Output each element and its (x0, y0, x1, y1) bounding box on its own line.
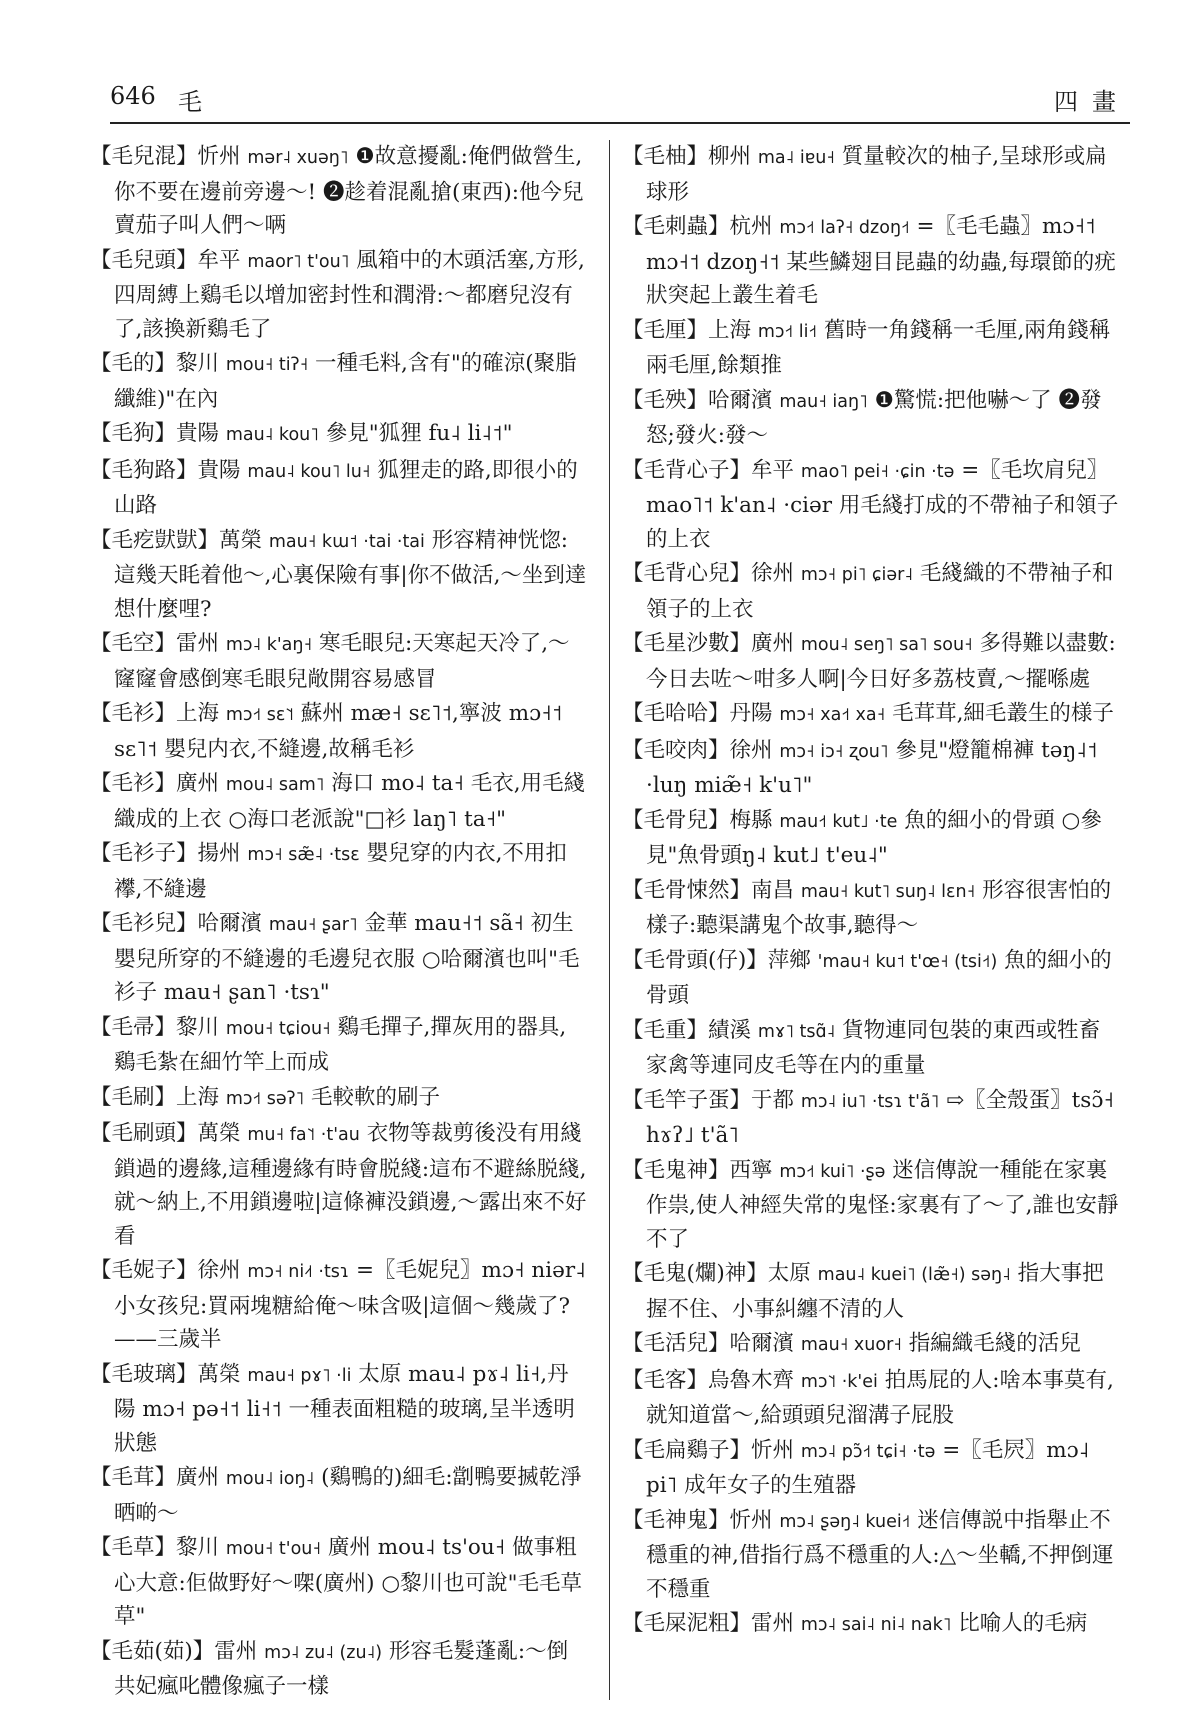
entry-definition: ❶驚慌:把他嚇～了 ❷發怒;發火:發～ (646, 387, 1102, 448)
entry-definition: 迷信傳說一種能在家裏作祟,使人神經失常的鬼怪:家裏有了～了,誰也安靜不了 (646, 1157, 1119, 1252)
entry-pronunciation: mɔ˧ pi˥ ɕiər˨ (800, 565, 913, 585)
entry-dialect-location: 梅縣 (729, 807, 773, 833)
entry-pronunciation: mɔ˧ xa˧˦ xa˧ (779, 705, 886, 725)
entry-headword: 【毛衫】 (90, 701, 177, 726)
dictionary-entry (90, 627, 587, 696)
entry-pronunciation: mau˧ kɯ˦ ·tai ·tai (268, 531, 425, 552)
entry-dialect-location: 貴陽 (176, 421, 220, 446)
entry-dialect-location: 萬榮 (197, 1121, 241, 1146)
entry-definition: ❶故意擾亂:俺們做營生,你不要在邊前旁邊～! ❷趁着混亂搶(東西):他今兒賣茄子叫人們～唡 (114, 144, 584, 238)
entry-headword: 【毛妮子】 (90, 1258, 198, 1283)
header-head-character: 毛 (178, 88, 202, 116)
entry-definition: 風箱中的木頭活塞,方形,四周縛上鷄毛以增加密封性和潤滑:～都磨兒沒有了,該換新鷄毛了 (114, 247, 585, 342)
entry-headword: 【毛活兒】 (622, 1331, 730, 1356)
entry-pronunciation: mɔ˨ ʂəŋ˨ kuei˧˦ (779, 1511, 911, 1532)
entry-dialect-location: 牟平 (751, 457, 795, 483)
entry-pronunciation: mau˧˦ kut˩ ·te (779, 811, 898, 832)
dictionary-entry (90, 1461, 587, 1530)
entry-dialect-location: 揚州 (197, 841, 241, 866)
entry-headword: 【毛刷頭】 (90, 1121, 198, 1146)
dictionary-entry (622, 1084, 1119, 1153)
entry-pronunciation: mɤ˥ tsɑ̃˨ (757, 1021, 836, 1042)
dictionary-entry (622, 314, 1119, 383)
entry-definition: 指大事把握不住、小事糾纏不清的人 (646, 1261, 1104, 1322)
entry-headword: 【毛衫子】 (90, 841, 198, 866)
entry-dialect-location: 廣州 (176, 1465, 220, 1490)
entry-definition: ⇨〖全殼蛋〗tsɔ̃˧ hɤʔ˩ t'ã˥ (646, 1087, 1114, 1148)
dictionary-entry (90, 1117, 587, 1253)
entry-headword: 【毛厘】 (622, 317, 709, 343)
entry-headword: 【毛鬼神】 (622, 1157, 730, 1183)
entry-dialect-location: 烏魯木齊 (708, 1367, 795, 1393)
entry-pronunciation: mau˧ pɤ˥ ·li (247, 1365, 352, 1386)
entry-definition: =〖毛坎肩兒〗mao˥˦ k'an˨ ·ciər 用毛綫打成的不帶袖子和領子的上衣 (646, 457, 1119, 552)
entry-dialect-location: 黎川 (176, 1535, 220, 1560)
entry-dialect-location: 忻州 (751, 1437, 795, 1463)
entry-headword: 【毛玻璃】 (90, 1361, 198, 1387)
entry-definition: 指編織毛綫的活兒 (908, 1331, 1081, 1356)
entry-dialect-location: 雷州 (176, 631, 220, 656)
entry-definition: 廣州 mou˨ ts'ou˧ 做事粗心大意:佢做野好～㗎(廣州) ○黎川也可說"毛毛草草" (114, 1535, 583, 1629)
dictionary-entry (622, 1434, 1119, 1503)
entry-headword: 【毛柚】 (622, 144, 709, 169)
dictionary-entry (90, 524, 587, 627)
entry-headword: 【毛殃】 (622, 387, 709, 413)
entry-headword: 【毛帚】 (90, 1014, 177, 1040)
entry-definition: 鷄毛撣子,撣灰用的器具,鷄毛紮在細竹竿上而成 (114, 1014, 567, 1075)
entry-pronunciation: mɔ˨ sai˨ ni˨ nak˥ (800, 1615, 952, 1635)
entry-dialect-location: 績溪 (708, 1017, 752, 1043)
entry-pronunciation: mɔ˧ sæ̃˨ ·tsɛ (247, 845, 360, 865)
page-number: 646 (110, 82, 156, 110)
entry-pronunciation: maor˥ t'ou˥ (247, 251, 350, 272)
entry-dialect-location: 上海 (176, 1084, 220, 1110)
dictionary-entry (90, 417, 587, 453)
dictionary-entry (90, 1635, 587, 1704)
entry-definition: 太原 mau˨ pɤ˨ li˧,丹陽 mɔ˧ pə˧˦ li˧˦ 一種表面粗糙的玻璃,呈半透明狀態 (114, 1361, 575, 1456)
entry-definition: 毛綫織的不帶袖子和領子的上衣 (646, 561, 1114, 622)
dictionary-entry (90, 1531, 587, 1634)
entry-pronunciation: mau˨ kou˥ (225, 425, 319, 445)
entry-dialect-location: 于都 (751, 1087, 795, 1113)
entry-headword: 【毛神鬼】 (622, 1507, 730, 1533)
entry-headword: 【毛茸】 (90, 1465, 177, 1490)
entry-headword: 【毛骨兒】 (622, 807, 730, 833)
entry-definition: 魚的細小的骨頭 (646, 947, 1112, 1008)
entry-pronunciation: mɔ˨ iu˥ ·tsɿ t'ã˥ (800, 1091, 940, 1112)
entry-dialect-location: 西寧 (729, 1157, 773, 1183)
entry-dialect-location: 黎川 (176, 1014, 220, 1040)
entry-pronunciation: mɔ˧˦ sɛ˥˦ (225, 705, 294, 725)
entry-dialect-location: 萬榮 (197, 1361, 241, 1387)
entry-pronunciation: mau˨ kou˥ lu˧ (247, 461, 371, 482)
entry-dialect-location: 雷州 (214, 1638, 258, 1664)
entry-headword: 【毛骨頭(仔)】 (622, 947, 768, 973)
entry-headword: 【毛客】 (622, 1367, 709, 1393)
dictionary-entry (90, 1358, 587, 1461)
entry-definition: 舊時一角錢稱一毛厘,兩角錢稱兩毛厘,餘類推 (646, 317, 1111, 378)
entry-pronunciation: mao˥ pei˧ ·ɕin ·tə (800, 461, 955, 482)
entry-definition: 多得難以盡數:今日去咗～咁多人啊|今日好多荔枝賣,～擺喺處 (646, 631, 1116, 692)
dictionary-entry (622, 1014, 1119, 1083)
entry-dialect-location: 柳州 (708, 144, 752, 169)
entry-dialect-location: 忻州 (197, 144, 241, 169)
dictionary-entry (90, 1081, 587, 1117)
entry-headword: 【毛背心兒】 (622, 561, 752, 586)
entry-headword: 【毛衫】 (90, 771, 177, 796)
entry-dialect-location: 萍鄉 (767, 947, 811, 973)
entry-headword: 【毛骨悚然】 (622, 877, 752, 903)
page-header (110, 82, 1130, 118)
entry-pronunciation: mɔ˧ ni˨˦ ·tsɿ (247, 1262, 350, 1282)
entry-dialect-location: 雷州 (751, 1611, 795, 1636)
entry-pronunciation: mu˧ fa˥˦ ·t'au (247, 1125, 360, 1145)
entry-definition: 一種毛料,含有"的確涼(聚脂纖維)"在內 (114, 351, 577, 412)
entry-definition: 參見"燈籠棉褲 təŋ˨˦ ·luŋ miæ̃˧ k'u˥" (646, 737, 1098, 798)
entry-definition: 狐狸走的路,即很小的山路 (114, 457, 578, 518)
dictionary-entry (622, 944, 1119, 1013)
entry-pronunciation: mɔ˧˦ laʔ˧ dzoŋ˧˦ (779, 218, 910, 238)
entry-definition: 魚的細小的骨頭 ○參見"魚骨頭ŋ˨ kut˩ t'eu˨" (646, 807, 1102, 868)
entry-pronunciation: mau˧ xuor˧ (800, 1335, 902, 1355)
entry-definition: =〖毛妮兒〗mɔ˧ niər˨ 小女孩兒:買兩塊糖給俺～味含吸|這個～幾歲了?——三歲半 (114, 1258, 586, 1352)
entry-headword: 【毛衫兒】 (90, 911, 198, 936)
entry-definition: 毛茸茸,細毛叢生的様子 (892, 701, 1114, 726)
entry-definition: 毛較軟的刷子 (311, 1084, 441, 1110)
entry-dialect-location: 徐州 (751, 561, 795, 586)
entry-definition: 金華 mau˧˦ sã˧ 初生嬰兒所穿的不縫邊的毛邊兒衣服 ○哈爾濱也叫"毛衫子 mau˧ ʂan˥ ·tsɿ" (114, 911, 580, 1005)
dictionary-entry (622, 210, 1119, 313)
entry-dialect-location: 太原 (767, 1261, 811, 1286)
entry-headword: 【毛茹(茹)】 (90, 1638, 215, 1664)
entry-pronunciation: mou˨ ioŋ˨ (225, 1469, 315, 1489)
dictionary-entry (90, 347, 587, 416)
dictionary-entry (90, 244, 587, 347)
dictionary-entry (622, 1607, 1119, 1643)
entry-definition: 比喻人的毛病 (958, 1611, 1088, 1636)
entry-headword: 【毛兒頭】 (90, 247, 198, 273)
entry-headword: 【毛扁鷄子】 (622, 1437, 752, 1463)
entry-dialect-location: 哈爾濱 (729, 1331, 795, 1356)
header-rule (110, 122, 1130, 124)
entry-headword: 【毛狗路】 (90, 457, 198, 483)
header-section-title: 四畫 (1054, 88, 1130, 116)
entry-dialect-location: 萬榮 (219, 527, 263, 553)
entry-dialect-location: 忻州 (729, 1507, 773, 1533)
entry-headword: 【毛竿子蛋】 (622, 1087, 752, 1113)
entry-definition: =〖毛毛蟲〗mɔ˧˦ mɔ˧˦ dzoŋ˧˦ 某些鱗翅目昆蟲的幼蟲,每環節的疣狀突起上叢生着毛 (646, 214, 1116, 308)
entry-dialect-location: 哈爾濱 (197, 911, 263, 936)
dictionary-entry (90, 697, 587, 766)
left-column (90, 140, 587, 1705)
column-divider (609, 140, 610, 1700)
entry-dialect-location: 丹陽 (729, 701, 773, 726)
entry-headword: 【毛重】 (622, 1017, 709, 1043)
entry-headword: 【毛草】 (90, 1535, 177, 1560)
entry-pronunciation: mɔ˧˦ kui˥ ·ʂə (779, 1161, 886, 1182)
entry-headword: 【毛的】 (90, 351, 177, 376)
dictionary-entry (622, 384, 1119, 453)
entry-headword: 【毛刺蟲】 (622, 214, 730, 239)
entry-headword: 【毛咬肉】 (622, 737, 730, 763)
dictionary-entry (622, 1327, 1119, 1363)
right-column (622, 140, 1119, 1644)
entry-definition: 拍馬屁的人:啥本事莫有,就知道當～,給頭頭兒溜溝子屁股 (646, 1367, 1114, 1428)
entry-pronunciation: mau˨ kuei˥ (læ̃˧) səŋ˨ (817, 1265, 1011, 1285)
entry-headword: 【毛疙獃獃】 (90, 527, 220, 553)
dictionary-entry (622, 627, 1119, 696)
dictionary-entry (622, 557, 1119, 626)
dictionary-entry (622, 734, 1119, 803)
entry-definition: 迷信傳説中指舉止不穩重的神,借指行爲不穩重的人:△～坐轎,不押倒運不穩重 (646, 1507, 1114, 1602)
entry-definition: 形容毛髮蓬亂:～倒共妃瘋叱體像瘋子一樣 (114, 1638, 569, 1699)
dictionary-entry (622, 454, 1119, 557)
entry-pronunciation: mou˧ t'ou˧ (225, 1539, 322, 1559)
entry-pronunciation: 'mau˧ ku˦ t'œ˧ (tsi˧˦) (817, 951, 998, 972)
dictionary-entry (622, 1154, 1119, 1257)
entry-definition: 貨物連同包裝的東西或牲畜家禽等連同皮毛等在内的重量 (646, 1017, 1101, 1078)
dictionary-entry (622, 697, 1119, 733)
entry-pronunciation: mou˨ seŋ˥ sa˥ sou˧ (800, 635, 973, 655)
entry-definition: 蘇州 mæ˧ sɛ˥˦,寧波 mɔ˧˦ sɛ˥˦ 嬰兒内衣,不縫邊,故稱毛衫 (114, 701, 563, 762)
entry-dialect-location: 貴陽 (197, 457, 241, 483)
entry-dialect-location: 徐州 (729, 737, 773, 763)
entry-definition: 質量較次的柚子,呈球形或扁球形 (646, 144, 1107, 205)
dictionary-entry (90, 767, 587, 836)
entry-headword: 【毛狗】 (90, 421, 177, 446)
entry-headword: 【毛哈哈】 (622, 701, 730, 726)
entry-dialect-location: 黎川 (176, 351, 220, 376)
entry-dialect-location: 牟平 (197, 247, 241, 273)
dictionary-entry (622, 1504, 1119, 1607)
entry-pronunciation: mɔ˨ k'aŋ˧ (225, 635, 313, 655)
entry-dialect-location: 南昌 (751, 877, 795, 903)
entry-definition: (鷄鴨的)細毛:劏鴨要搣乾淨晒啲～ (114, 1465, 582, 1526)
entry-headword: 【毛鬼(爛)神】 (622, 1261, 768, 1286)
entry-headword: 【毛背心子】 (622, 457, 752, 483)
entry-pronunciation: mou˨ sam˥ (225, 775, 325, 795)
entry-pronunciation: mɔ˨ pɔ̃˧˦ tɕi˧ ·tə (800, 1441, 936, 1462)
entry-pronunciation: mɔ˥˦ ·k'ei (800, 1371, 878, 1392)
entry-dialect-location: 哈爾濱 (708, 387, 773, 413)
entry-pronunciation: mau˧ iaŋ˥ (779, 391, 868, 412)
entry-pronunciation: mɔ˧ iɔ˧ ʐou˥ (779, 741, 889, 762)
entry-pronunciation: mou˧ tiʔ˧ (225, 355, 309, 375)
entry-headword: 【毛兒混】 (90, 144, 198, 169)
entry-headword: 【毛刷】 (90, 1084, 177, 1110)
dictionary-entry (622, 1364, 1119, 1433)
entry-headword: 【毛屎泥粗】 (622, 1611, 752, 1636)
entry-pronunciation: ma˨ iɐu˧ (757, 148, 835, 168)
dictionary-entry (622, 874, 1119, 943)
dictionary-entry (90, 1011, 587, 1080)
entry-definition: 形容很害怕的樣子:聽渠講鬼个故事,聽得～ (646, 877, 1112, 938)
entry-dialect-location: 徐州 (197, 1258, 241, 1283)
entry-dialect-location: 上海 (176, 701, 220, 726)
entry-pronunciation: mɔ˧˦ li˧˦ (757, 321, 818, 342)
entry-dialect-location: 杭州 (729, 214, 773, 239)
entry-pronunciation: mɔ˧˦ səʔ˥ (225, 1088, 305, 1109)
entry-dialect-location: 廣州 (176, 771, 220, 796)
entry-dialect-location: 廣州 (751, 631, 795, 656)
entry-pronunciation: mau˧ kut˥ suŋ˨ lɛn˧ (800, 881, 976, 902)
dictionary-entry (622, 1257, 1119, 1326)
dictionary-entry (622, 140, 1119, 209)
entry-definition: =〖毛屄〗mɔ˨ pi˥ 成年女子的生殖器 (646, 1437, 1090, 1498)
dictionary-entry (90, 1254, 587, 1357)
entry-definition: 形容精神恍惚:這幾天眊着他～,心裏保險有事|你不做活,～坐到達想什麼哩? (114, 527, 587, 622)
entry-definition: 嬰兒穿的内衣,不用扣襻,不縫邊 (114, 841, 567, 902)
dictionary-entry (90, 837, 587, 906)
entry-pronunciation: mou˧ tɕiou˧ (225, 1018, 331, 1039)
entry-headword: 【毛星沙數】 (622, 631, 752, 656)
dictionary-entry (90, 907, 587, 1010)
entry-definition: 海口 mo˨ ta˧ 毛衣,用毛綫織成的上衣 ○海口老派說"□衫 laŋ˥ ta˧" (114, 771, 586, 832)
entry-pronunciation: mau˧ ʂar˥ (268, 915, 358, 935)
entry-definition: 衣物等裁剪後没有用綫鎖過的邊緣,這種邊緣有時會脱綫:這布不避絲脱綫,就～納上,不用鎖邊啦|這條褲没鎖邊,～露出來不好看 (114, 1121, 587, 1249)
dictionary-entry (90, 140, 587, 243)
dictionary-entry (622, 804, 1119, 873)
entry-headword: 【毛空】 (90, 631, 177, 656)
entry-pronunciation: mɔ˨ zu˨ (zu˨) (264, 1642, 383, 1663)
entry-definition: 寒毛眼兒:天寒起天冷了,～窿窿會感倒寒毛眼兒敞開容易感冒 (114, 631, 570, 692)
entry-pronunciation: mər˨ xuəŋ˥ (247, 148, 349, 168)
entry-definition: 參見"狐狸 fu˨ li˨˦" (325, 421, 513, 446)
entry-dialect-location: 上海 (708, 317, 752, 343)
dictionary-entry (90, 454, 587, 523)
